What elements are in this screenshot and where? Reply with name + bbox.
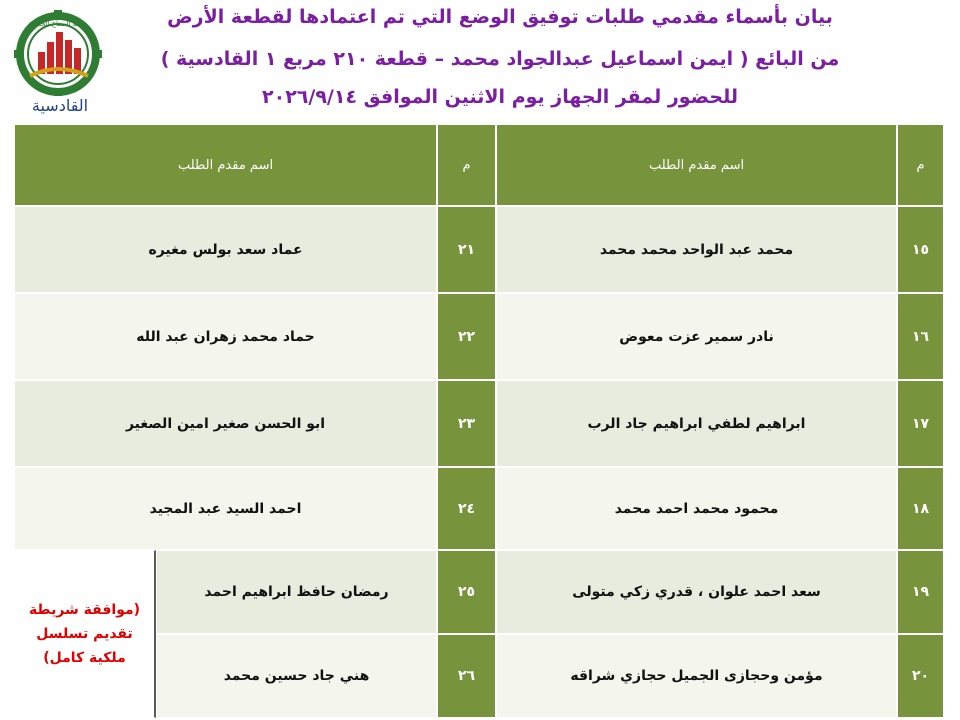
applicant-name-left: حماد محمد زهران عبد الله [14,293,437,380]
logo-caption: القادسية [31,96,89,115]
row-num-right: ١٩ [897,550,944,634]
row-num-left: ٢٢ [437,293,496,380]
row-num-right: ١٧ [897,380,944,467]
row-num-left: ٢٥ [437,550,496,634]
applicant-name-right: محمد عبد الواحد محمد محمد [496,206,897,293]
applicant-name-left: ابو الحسن صغير امين الصغير [14,380,437,467]
row-num-right: ١٨ [897,467,944,550]
approval-note-line-1: (موافقة شريطة [28,602,141,618]
approval-note-line-3: ملكية كامل) [43,650,126,666]
header-name-right: اسم مقدم الطلب [496,124,897,206]
page-title-line-3: للحضور لمقر الجهاز يوم الاثنين الموافق ٢٠٢٦/٩/١٤ [262,86,738,108]
applicant-name-right: مؤمن وحجازى الجميل حجازي شراقه [496,634,897,718]
row-num-right: ٢٠ [897,634,944,718]
page-title-line-1: بيان بأسماء مقدمي طلبات توفيق الوضع التي تم اعتمادها لقطعة الأرض [167,6,833,28]
row-num-right: ١٦ [897,293,944,380]
row-num-left: ٢٤ [437,467,496,550]
approval-note-line-2: تقديم تسلسل [36,626,133,642]
row-num-left: ٢٣ [437,380,496,467]
page-title-line-2: من البائع ( ايمن اسماعيل عبدالجواد محمد – قطعة ٢١٠ مربع ١ القادسية ) [160,48,840,70]
applicant-name-left: رمضان حافظ ابراهيم احمد [156,550,437,634]
applicant-name-right: محمود محمد احمد محمد [496,467,897,550]
applicants-table [14,124,944,718]
header-num-right: م [897,124,944,206]
applicant-name-left: عماد سعد بولس مغيره [14,206,437,293]
applicant-name-left: احمد السيد عبد المجيد [14,467,437,550]
approval-note [14,550,156,718]
applicant-name-left: هني جاد حسين محمد [156,634,437,718]
applicant-name-right: ابراهيم لطفي ابراهيم جاد الرب [496,380,897,467]
row-num-right: ١٥ [897,206,944,293]
logo-top-text: مدينة الصناع الجديدة [28,20,88,28]
applicant-name-right: سعد احمد علوان ، قدري زكي متولى [496,550,897,634]
applicant-name-right: نادر سمير عزت معوض [496,293,897,380]
row-num-left: ٢١ [437,206,496,293]
row-num-left: ٢٦ [437,634,496,718]
header-name-left: اسم مقدم الطلب [14,124,437,206]
header-num-left: م [437,124,496,206]
